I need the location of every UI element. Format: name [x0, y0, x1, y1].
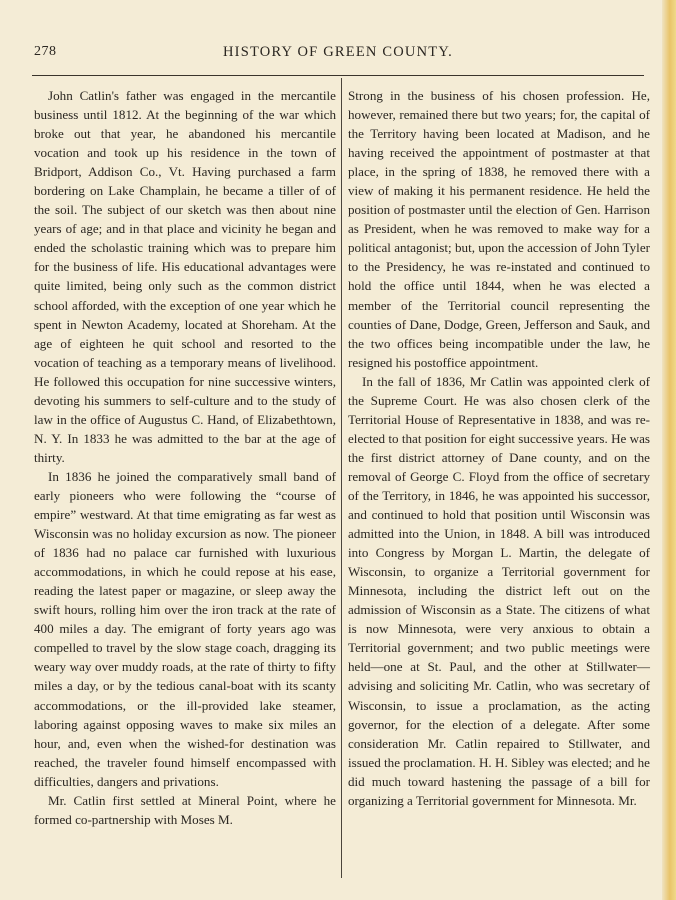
left-column: [34, 86, 336, 829]
page-header: [34, 44, 642, 66]
paragraph: In the fall of 1836, Mr Catlin was appointed clerk of the Supreme Court. He was also chosen clerk of the Territorial House of Representative in 1838, and was re-elected to that position for eight successive years. He was the first district attorney of Dane county, and on the removal of George C. Floyd from the office of secretary of the Territory, in 1846, he was appointed his successor, and continued to hold that position until Wisconsin was admitted into the Union, in 1848. A bill was introduced into Congress by Morgan L. Martin, the delegate of Wisconsin, to organize a Territorial government for Minnesota, including the district left out on the admission of Wisconsin as a State. The citizens of what is now Minnesota, were very anxious to obtain a Territorial government; and two public meetings were held—one at St. Paul, and the other at Stillwater—advising and soliciting Mr. Catlin, who was secretary of Wisconsin, to issue a proclamation, as the acting governor, for the election of a delegate. After some consideration Mr. Catlin repaired to Stillwater, and issued the proclamation. H. H. Sibley was elected; and he did much toward hastening the passage of a bill for organizing a Territorial government for Minnesota. Mr.: [348, 373, 650, 808]
right-column: [348, 86, 650, 810]
column-divider: [341, 78, 342, 878]
page-edge: [662, 0, 676, 900]
running-title: HISTORY OF GREEN COUNTY.: [223, 44, 453, 60]
paragraph: John Catlin's father was engaged in the mercantile business until 1812. At the beginning of the war which broke out that year, he abandoned his mercantile vocation and took up his residence in the town of Bridport, Addison Co., Vt. Having purchased a farm bordering on Lake Champlain, he became a tiller of of the soil. The subject of our sketch was then about nine years of age; and in that place and vicinity he began and ended the scholastic training which was to prepare him for the business of life. His educational advantages were quite limited, being only such as the common district school afforded, with the exception of one year which he spent in Newton Academy, located at Shoreham. At the age of eighteen he quit school and resorted to the vocation of teaching as a temporary means of livelihood. He followed this occupation for nine successive winters, devoting his summers to self-culture and to the study of law in the office of Augustus C. Hand, of Elizabethtown, N. Y. In 1833 he was admitted to the bar at the age of thirty.: [34, 88, 336, 465]
header-rule: [32, 75, 644, 76]
paragraph: Mr. Catlin first settled at Mineral Point, where he formed co-partnership with Moses M.: [34, 792, 336, 827]
paragraph: Strong in the business of his chosen profession. He, however, remained there but two years; for, the capital of the Territory having been located at Madison, and he having received the appointment of postmaster at that place, in the spring of 1838, he removed there with a view of making it his permanent residence. He held the position of postmaster until the election of Gen. Harrison as President, when he was removed to make way for a political antagonist; but, upon the accession of John Tyler to the Presidency, he was re-instated and continued to hold the office until 1844, when he was elected a member of the Territorial council representing the counties of Dane, Dodge, Green, Jefferson and Sauk, and the two offices being incompatible under the law, he resigned his postoffice appointment.: [348, 88, 650, 370]
paragraph: In 1836 he joined the comparatively small band of early pioneers who were following the “course of empire” westward. At that time emigrating as far west as Wisconsin was no holiday excursion as now. The pioneer of 1836 had no palace car furnished with luxurious accommodations, in which he could repose at his ease, reading the latest paper or magazine, or sleep away the swift hours, rolling him over the iron track at the rate of 400 miles a day. The emigrant of forty years ago was compelled to travel by the slow stage coach, dragging its weary way over muddy roads, at the rate of thirty to fifty miles a day, or by the tedious canal-boat with its scanty accommodations, or the ill-provided lake steamer, laboring against opposing waves to make six miles an hour, and, even when the wished-for destination was reached, the traveler found himself encompassed with difficulties, dangers and privations.: [34, 468, 336, 789]
page-number: 278: [34, 44, 57, 59]
